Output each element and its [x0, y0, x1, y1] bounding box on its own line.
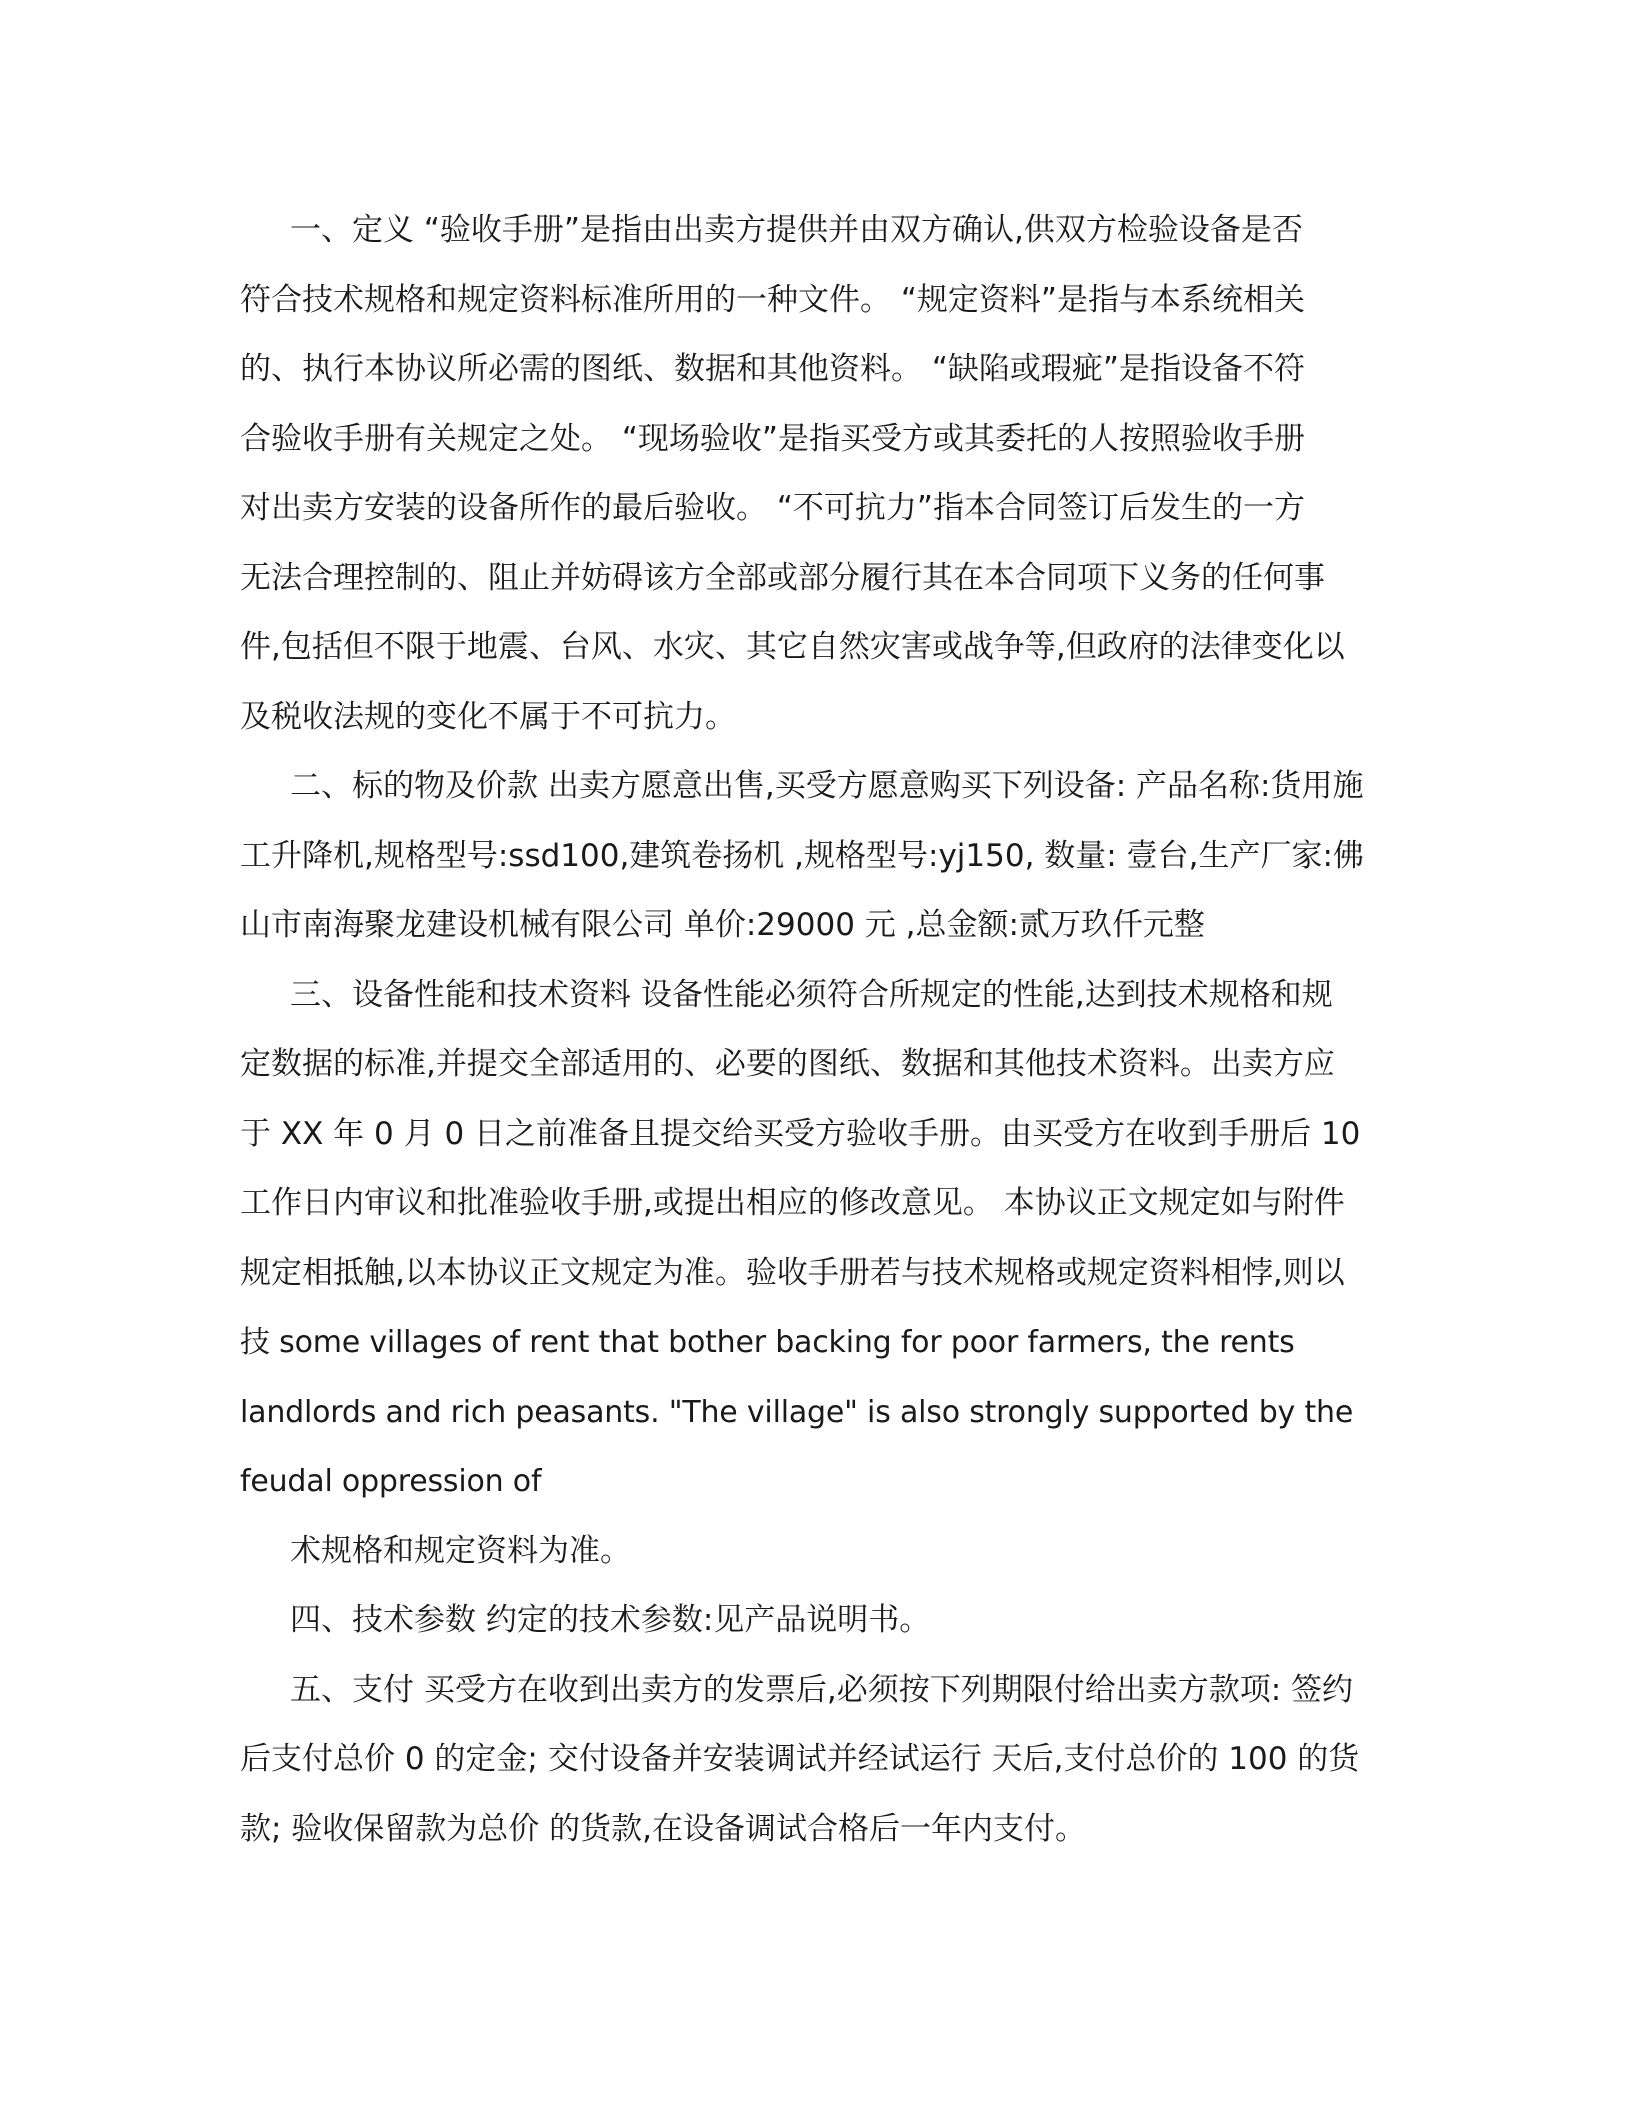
- text-line: 技 some villages of rent that bother backing for poor farmers, the rents: [240, 1325, 1295, 1360]
- text-line: 二、标的物及价款 出卖方愿意出售,买受方愿意购买下列设备: 产品名称:货用施: [290, 768, 1364, 804]
- paragraph-payment: [240, 1656, 1390, 1865]
- text-line: 款; 验收保留款为总价 的货款,在设备调试合格后一年内支付。: [240, 1810, 1087, 1847]
- document-body: [240, 196, 1390, 1864]
- paragraph-definitions: [240, 196, 1390, 752]
- text-line: landlords and rich peasants. "The village" is also strongly supported by the: [240, 1394, 1354, 1430]
- paragraph-performance-and-docs: [240, 961, 1390, 1587]
- text-line: 无法合理控制的、阻止并妨碍该方全部或部分履行其在本合同项下义务的任何事: [240, 559, 1325, 596]
- text-line: 规定相抵触,以本协议正文规定为准。验收手册若与技术规格或规定资料相悖,则以: [240, 1254, 1345, 1291]
- text-line: 四、技术参数 约定的技术参数:见产品说明书。: [290, 1602, 931, 1638]
- text-line: 定数据的标准,并提交全部适用的、必要的图纸、数据和其他技术资料。出卖方应: [240, 1046, 1335, 1082]
- text-line: 一、定义 “验收手册”是指由出卖方提供并由双方确认,供双方检验设备是否: [290, 212, 1303, 248]
- text-line: 工升降机,规格型号:ssd100,建筑卷扬机 ,规格型号:yj150, 数量: 壹台,生产厂家:佛: [240, 837, 1364, 874]
- text-line: 工作日内审议和批准验收手册,或提出相应的修改意见。 本协议正文规定如与附件: [240, 1185, 1345, 1221]
- text-line: 术规格和规定资料为准。: [290, 1532, 631, 1569]
- text-line: 五、支付 买受方在收到出卖方的发票后,必须按下列期限付给出卖方款项: 签约: [290, 1671, 1354, 1708]
- text-line: 三、设备性能和技术资料 设备性能必须符合所规定的性能,达到技术规格和规: [290, 976, 1333, 1013]
- paragraph-subject-and-price: [240, 752, 1390, 961]
- paragraph-technical-parameters: [240, 1586, 1390, 1656]
- text-line: feudal oppression of: [240, 1464, 542, 1499]
- text-line: 山市南海聚龙建设机械有限公司 单价:29000 元 ,总金额:贰万玖仟元整: [240, 907, 1205, 943]
- text-line: 的、执行本协议所必需的图纸、数据和其他资料。 “缺陷或瑕疵”是指设备不符: [240, 351, 1305, 387]
- text-line: 及税收法规的变化不属于不可抗力。: [240, 698, 736, 735]
- text-line: 后支付总价 0 的定金; 交付设备并安装调试并经试运行 天后,支付总价的 100 的货: [240, 1741, 1360, 1777]
- text-line: 符合技术规格和规定资料标准所用的一种文件。 “规定资料”是指与本系统相关: [240, 281, 1305, 318]
- text-line: 对出卖方安装的设备所作的最后验收。 “不可抗力”指本合同签订后发生的一方: [240, 490, 1305, 526]
- text-line: 件,包括但不限于地震、台风、水灾、其它自然灾害或战争等,但政府的法律变化以: [240, 629, 1345, 665]
- text-line: 于 XX 年 0 月 0 日之前准备且提交给买受方验收手册。由买受方在收到手册后 10: [240, 1115, 1361, 1152]
- text-line: 合验收手册有关规定之处。 “现场验收”是指买受方或其委托的人按照验收手册: [240, 420, 1305, 457]
